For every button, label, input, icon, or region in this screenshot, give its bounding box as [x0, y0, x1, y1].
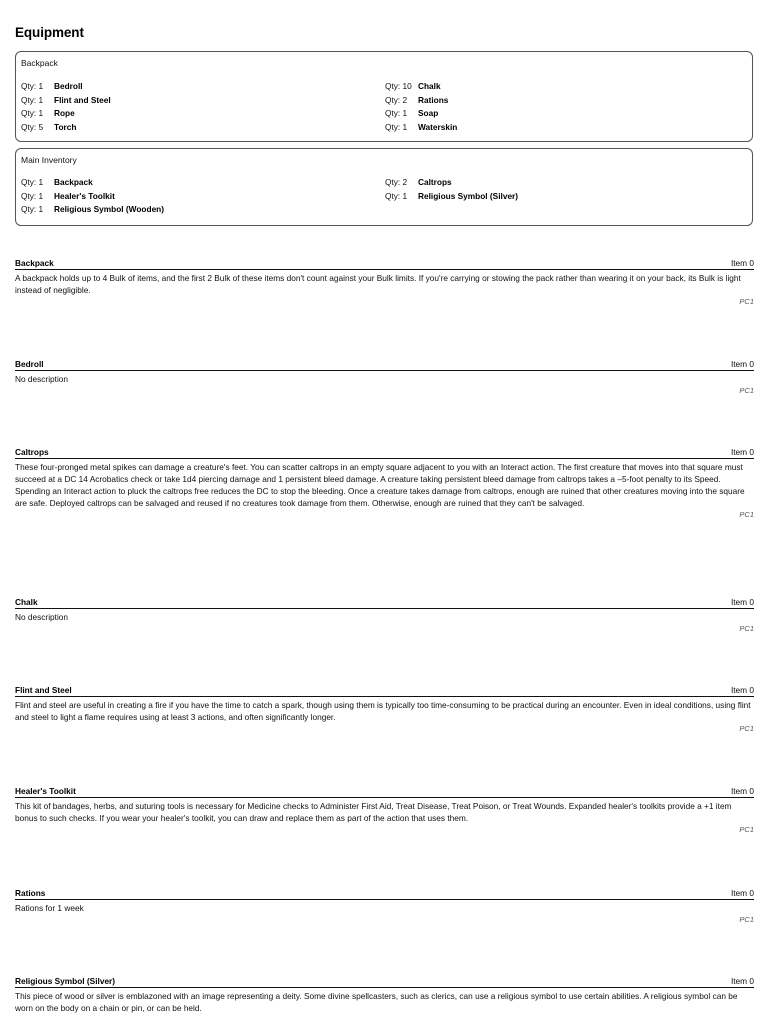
- item-source: PC1: [739, 510, 754, 519]
- item-name: Rope: [54, 108, 75, 118]
- item-qty: Qty: 1: [21, 94, 44, 105]
- item-description: This kit of bandages, herbs, and suturing tools is necessary for Medicine checks to Administer First Aid, Treat Disease, Treat Poison, or Treat Wounds. Expanded healer's toolkits provide a +1 item bonus to such checks. If you wear your healer's toolkit, you can draw and replace them as part of the action that uses them.: [15, 801, 732, 823]
- item-description: These four-pronged metal spikes can damage a creature's feet. You can scatter caltrops in an empty square adjacent to you with an Interact action. The first creature that moves into that square must succeed at a DC 14 Acrobatics check or take 1d4 piercing damage and 1 persistent bleed damage. A creature taking persistent bleed damage from caltrops takes a –5-foot penalty to its Speed. Spending an Interact action to pluck the caltrops free reduces the DC to stop the bleeding. Once a creature takes damage from caltrops, enough are ruined that other creatures moving into the square are safe. Deployed caltrops can be salvaged and reused if no creatures took damage from them. Otherwise, enough are ruined that they can't be salvaged.: [15, 462, 745, 508]
- item-title: Healer's Toolkit: [15, 786, 76, 796]
- item-name: Torch: [54, 121, 77, 132]
- item-card-backpack: [15, 258, 754, 307]
- item-card-chalk: [15, 597, 754, 634]
- item-title: Backpack: [15, 258, 54, 268]
- item-card-bedroll: [15, 359, 754, 396]
- item-card-rations: [15, 888, 754, 925]
- main-inventory-right-column: [385, 177, 749, 214]
- item-title: Religious Symbol (Silver): [15, 976, 116, 986]
- item-qty: Qty: 1: [21, 81, 44, 91]
- inventory-row[interactable]: [385, 177, 749, 187]
- item-name: Religious Symbol (Silver): [418, 190, 519, 201]
- item-qty: Qty: 1: [385, 121, 408, 132]
- item-header: [15, 786, 754, 798]
- item-qty: Qty: 1: [385, 108, 408, 118]
- item-qty: Qty: 1: [21, 177, 44, 187]
- item-qty: Qty: 1: [21, 108, 44, 118]
- inventory-row[interactable]: [385, 191, 749, 201]
- main-inventory-left-column: [21, 177, 385, 214]
- item-name: Rations: [418, 94, 449, 105]
- item-qty: Qty: 1: [21, 204, 44, 214]
- item-qty: Qty: 10: [385, 81, 412, 91]
- item-name: Flint and Steel: [54, 94, 111, 105]
- item-card-caltrops: [15, 447, 754, 520]
- inventory-row[interactable]: [385, 81, 749, 91]
- inventory-row[interactable]: [21, 177, 385, 187]
- item-title: Flint and Steel: [15, 685, 72, 695]
- item-title: Bedroll: [15, 359, 44, 369]
- item-qty: Qty: 1: [21, 190, 44, 201]
- item-source: PC1: [739, 297, 754, 306]
- backpack-right-column: [385, 81, 749, 132]
- inventory-row[interactable]: [21, 108, 385, 118]
- item-title: Rations: [15, 888, 46, 898]
- item-description: No description: [15, 374, 69, 384]
- item-level: Item 0: [730, 685, 754, 695]
- item-source: PC1: [739, 386, 754, 395]
- item-name: Caltrops: [418, 177, 452, 187]
- item-description: Flint and steel are useful in creating a fire if you have the time to catch a spark, though using them is typically too time-consuming to be practical during an encounter. Even in ideal conditions, using flint and steel to light a flame requires using at least 3 actions, and often significantly longer.: [15, 700, 751, 722]
- item-qty: Qty: 5: [21, 121, 44, 132]
- inventory-row[interactable]: [21, 95, 385, 105]
- item-name: Backpack: [54, 177, 93, 187]
- item-qty: Qty: 2: [385, 177, 408, 187]
- item-level: Item 0: [730, 447, 754, 457]
- item-name: Waterskin: [418, 121, 458, 132]
- inventory-row[interactable]: [21, 204, 385, 214]
- item-name: Healer's Toolkit: [54, 190, 115, 201]
- item-description: Rations for 1 week: [15, 903, 84, 913]
- inventory-row[interactable]: [385, 95, 749, 105]
- item-header: [15, 359, 754, 371]
- item-level: Item 0: [730, 597, 754, 607]
- item-card-flint-and-steel: [15, 685, 754, 734]
- item-card-religious-symbol-silver: [15, 976, 754, 1014]
- item-description: This piece of wood or silver is emblazoned with an image representing a deity. Some divine spellcasters, such as clerics, can use a religious symbol to use certain abilities. A religious symbol can be worn on the body on a chain or pin, or can be held.: [15, 991, 738, 1013]
- inventory-row[interactable]: [21, 81, 385, 91]
- item-header: [15, 888, 754, 900]
- item-source: PC1: [739, 915, 754, 924]
- main-inventory-container: [15, 148, 753, 226]
- item-header: [15, 258, 754, 270]
- item-level: Item 0: [730, 359, 754, 369]
- item-header: [15, 976, 754, 988]
- backpack-left-column: [21, 81, 385, 132]
- item-header: [15, 597, 754, 609]
- inventory-row[interactable]: [21, 191, 385, 201]
- inventory-row[interactable]: [21, 122, 385, 132]
- item-level: Item 0: [730, 888, 754, 898]
- item-qty: Qty: 1: [385, 190, 408, 201]
- item-source: PC1: [739, 825, 754, 834]
- item-title: Caltrops: [15, 447, 49, 457]
- inventory-row[interactable]: [385, 108, 749, 118]
- backpack-container-title: Backpack: [21, 58, 58, 68]
- item-name: Soap: [418, 108, 439, 118]
- item-header: [15, 447, 754, 459]
- item-qty: Qty: 2: [385, 94, 408, 105]
- item-title: Chalk: [15, 597, 38, 607]
- item-name: Religious Symbol (Wooden): [54, 204, 165, 214]
- item-name: Bedroll: [54, 81, 83, 91]
- inventory-row[interactable]: [385, 122, 749, 132]
- item-card-healers-toolkit: [15, 786, 754, 835]
- main-inventory-title: Main Inventory: [21, 155, 77, 165]
- item-source: PC1: [739, 724, 754, 733]
- page-title: Equipment: [15, 25, 84, 40]
- backpack-container: [15, 51, 753, 142]
- item-description: A backpack holds up to 4 Bulk of items, and the first 2 Bulk of these items don't count against your Bulk limits. If you're carrying or stowing the pack rather than wearing it on your back, its Bulk is light instead of negligible.: [15, 273, 741, 295]
- item-level: Item 0: [730, 786, 754, 796]
- item-name: Chalk: [418, 81, 441, 91]
- item-level: Item 0: [730, 258, 754, 268]
- item-header: [15, 685, 754, 697]
- item-source: PC1: [739, 624, 754, 633]
- item-description: No description: [15, 612, 69, 622]
- item-level: Item 0: [730, 976, 754, 986]
